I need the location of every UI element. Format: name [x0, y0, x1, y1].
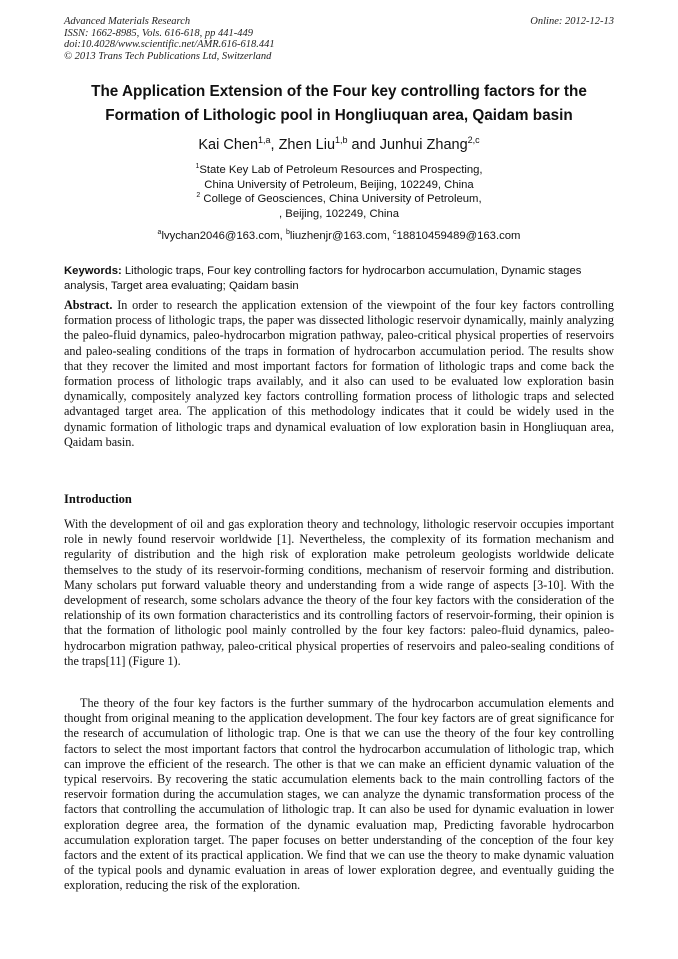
- journal-name: Advanced Materials Research: [64, 16, 191, 27]
- author-emails: [50, 229, 628, 243]
- author-3-sup: 2,c: [467, 135, 480, 146]
- title-line-2: Formation of Lithologic pool in Hongliuquan area, Qaidam basin: [105, 107, 573, 124]
- introduction-paragraph-1: With the development of oil and gas exploration theory and technology, lithologic reservoir occupies important role in newly found reservoir worldwide [1]. Nevertheless, the complexity of its formation mechanism and regularity of distribution and the high risk of exploration make petroleum geologists worldwide delicate themselves to the study of its reservoir-forming conditions, mechanism of reservoir forming and distribution. Many scholars put forward valuable theory and understanding from a wide range of aspects [3-10]. With the development of research, some scholars advance the theory of the four key factors with the consideration of the relationship of its own formation characteristics and its controlling factors of reservoir-forming, their opinion is that the formation of lithologic pool mainly controlled by the four key factors: paleo-fluid dynamics, paleo-hydrocarbon migration pathway, paleo-critical physical properties of reservoirs and paleo-sealing conditions of the traps[11] (Figure 1).: [64, 517, 614, 668]
- introduction-paragraph-2: The theory of the four key factors is the further summary of the hydrocarbon accumulation elements and thought from original meaning to the application development. The four key factors are of great significance for the research of accumulation of lithologic trap. One is that we can use the theory of the four key controlling factors to select the most important factors that control the hydrocarbon accumulation of lithologic trap, which can improve the efficient of the research. The other is that we can make an efficient dynamic valuation of the typical reservoirs. By recovering the static accumulation elements back to the main controlling factors of the reservoir formation during the accumulation stages, we can analyze the dynamic transformation process of the factors that controlling the accumulation of lithologic trap. It can also be used for dynamic evaluation in lower exploration degree area, the formation of the dynamic evaluation map, Predicting favorable hydrocarbon accumulation exploration target. The paper focuses on better understanding of the conception of the four key factors and the extent of its practical application. We find that we can use the theory to make dynamic valuation of the typical pools and dynamic evaluation in areas of lower exploration degree, and eventually guiding the exploration, reducing the risk of the exploration.: [64, 696, 614, 893]
- affiliation-line-2: China University of Petroleum, Beijing, 102249, China: [204, 178, 474, 191]
- affiliation-1-sup: 1: [195, 163, 200, 171]
- author-2-sup: 1,b: [335, 135, 348, 146]
- affiliation-line-3: $^2$ College of Geosciences, China University of Petroleum,: [196, 192, 482, 205]
- abstract-label: Abstract.: [64, 298, 113, 312]
- online-date: Online: 2012-12-13: [530, 16, 614, 27]
- keywords-text: Lithologic traps, Four key controlling factors for hydrocarbon accumulation, Dynamic stages analysis, Target area evaluating; Qaidam basin: [64, 265, 582, 292]
- affiliation-2-sup: 2: [196, 192, 201, 200]
- author-list: [50, 136, 628, 154]
- author-3: Junhui Zhang: [379, 137, 468, 153]
- author-1-sup: 1,a: [258, 135, 271, 146]
- issn-line: ISSN: 1662-8985, Vols. 616-618, pp 441-449: [64, 27, 253, 39]
- paper-title: [50, 80, 628, 128]
- abstract-text: In order to research the application extension of the viewpoint of the four key factors controlling formation process of lithologic traps, the paper was dissected lithologic reservoir dynamically, mainly analyzing the paleo-fluid dynamics, paleo-hydrocarbon migration pathway, paleo-critical physical properties of reservoirs and paleo-sealing conditions of the traps in formation of hydrocarbon accumulation period. The results show that they recover the limited and most important factors for formation of lithologic traps and come back the formation process of lithologic traps availably, and it also can used to be evaluated low exploration basin dynamically, compositely analyzed key factors controlling formation process of lithologic traps and selected advantaged target area. The application of this methodology indicates that it could be widely used in the dynamic formation of lithologic traps and dynamical evaluation of low exploration basin in Hongliuquan area, Qaidam basin.: [64, 298, 614, 449]
- author-1: Kai Chen: [198, 137, 259, 153]
- author-2: Zhen Liu: [278, 137, 336, 153]
- journal-header: [64, 16, 275, 62]
- keywords-block: [64, 264, 614, 293]
- email-a-sup: a: [157, 229, 162, 237]
- email-b: liuzhenjr@163.com,: [289, 230, 394, 242]
- affiliations: [50, 163, 628, 221]
- doi-line: doi:10.4028/www.scientific.net/AMR.616-618.441: [64, 39, 275, 50]
- author-separator: and: [347, 137, 380, 153]
- email-c-sup: c: [393, 229, 397, 237]
- affiliation-line-4: , Beijing, 102249, China: [279, 207, 399, 220]
- abstract-block: [64, 298, 614, 450]
- email-b-sup: b: [285, 229, 290, 237]
- affiliation-line-1: $^1$State Key Lab of Petroleum Resources and Prospecting,: [195, 163, 483, 176]
- email-c: 18810459489@163.com: [396, 230, 521, 242]
- email-a: lvychan2046@163.com,: [161, 230, 286, 242]
- keywords-label: Keywords:: [64, 265, 122, 277]
- copyright-line: © 2013 Trans Tech Publications Ltd, Switzerland: [64, 50, 272, 62]
- author-separator: ,: [270, 137, 279, 153]
- section-heading-introduction: Introduction: [64, 492, 132, 506]
- title-line-1: The Application Extension of the Four key controlling factors for the: [91, 83, 587, 100]
